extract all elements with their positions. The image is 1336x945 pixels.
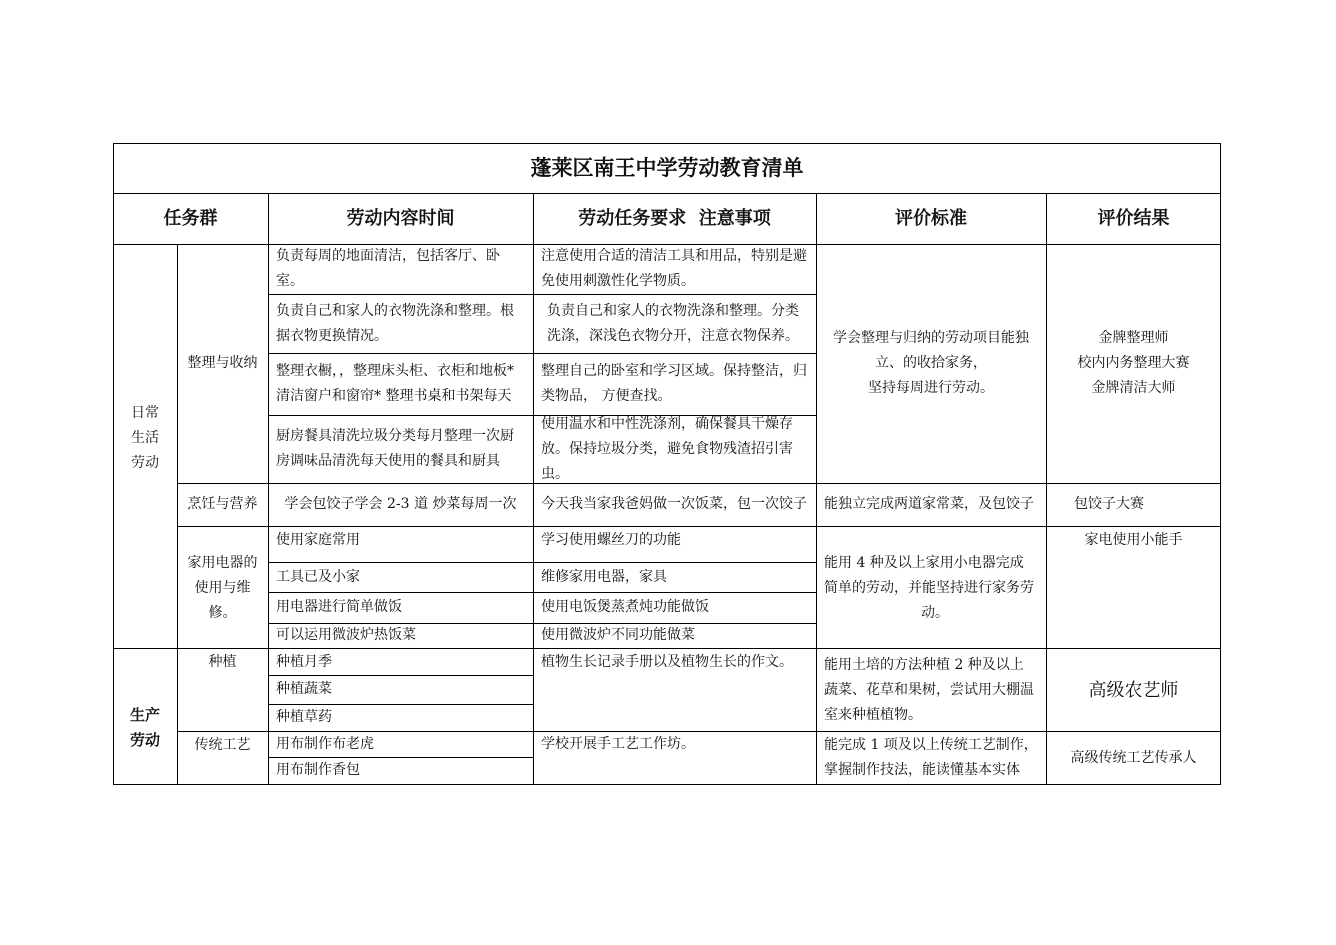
result-line: 金牌整理师 [1098,329,1169,346]
subgroup-planting: 种植 [208,653,237,670]
subgroup-line: 使用与维 [194,579,251,596]
content-cell: 种植草药 [276,709,332,725]
standard-line: 掌握制作技法，能读懂基本实体 [824,762,1020,778]
requirement-cell: 维修家用电器，家具 [541,568,667,585]
requirement-cell: 使用温水和中性洗涤剂，确保餐具干燥存放。保持垃圾分类，避免食物残渣招引害虫。 [541,415,793,482]
standard-line: 能完成 1 项及以上传统工艺制作， [824,737,1038,753]
content-cell: 整理衣橱，，整理床头柜、衣柜和地板*清洁窗户和窗帘* 整理书桌和书架每天 [276,363,514,404]
content-cell: 种植月季 [276,653,332,670]
content-cell: 负责每周的地面清洁，包括客厅、卧室。 [276,248,500,289]
header-result: 评价结果 [1097,208,1170,229]
content-cell: 用布制作布老虎 [276,736,374,752]
group-line: 劳动 [129,731,160,749]
group-production [113,703,177,753]
requirement-cell: 注意使用合适的清洁工具和用品，特别是避免使用刺激性化学物质。 [541,248,807,289]
result-organize [1046,323,1221,403]
standard-line: 蔬菜、花草和果树，尝试用大棚温 [824,681,1034,698]
standard-line: 动。 [921,604,949,621]
subgroup-organize: 整理与收纳 [187,355,258,371]
subgroup-line: 修。 [208,604,237,621]
standard-craft [816,732,1046,784]
requirement-cell: 植物生长记录手册以及植物生长的作文。 [541,653,793,670]
group-line: 劳动 [131,454,159,471]
header-requirements: 劳动任务要求 注意事项 [578,208,771,229]
standard-line: 立、的收拾家务， [875,354,987,371]
content-cell: 用布制作香包 [276,762,360,778]
subgroup-cooking: 烹饪与营养 [187,496,258,512]
standard-organize [816,323,1046,403]
requirement-cell: 学校开展手工艺工作坊。 [541,736,695,752]
result-line: 金牌清洁大师 [1091,379,1176,396]
group-daily-life [113,398,177,478]
result-cooking: 包饺子大赛 [1074,496,1144,512]
labor-education-table [113,143,1221,785]
requirement-cell: 学习使用螺丝刀的功能 [541,531,681,548]
subgroup-craft: 传统工艺 [194,736,251,753]
group-line: 生产 [129,706,160,724]
standard-line: 室来种植植物。 [824,706,922,723]
requirement-cell: 使用微波炉不同功能做菜 [541,627,695,643]
subgroup-appliance [177,548,268,628]
group-line: 日常 [131,404,159,421]
result-planting: 高级农艺师 [1088,679,1179,701]
table-border-bottom [113,784,1221,785]
requirement-cell: 整理自己的卧室和学习区域。保持整洁，归类物品， 方便查找。 [541,363,807,404]
header-standard: 评价标准 [895,208,967,229]
content-cell: 可以运用微波炉热饭菜 [276,627,416,643]
content-cell: 学会包饺子学会 2-3 道 炒菜每周一次 [284,496,517,512]
standard-cooking: 能独立完成两道家常菜，及包饺子 [824,496,1034,512]
standard-line: 学会整理与归纳的劳动项目能独 [833,329,1029,346]
content-cell: 工具已及小家 [276,568,360,585]
standard-line: 能用 4 种及以上家用小电器完成 [824,554,1024,571]
requirement-cell: 负责自己和家人的衣物洗涤和整理。分类洗涤，深浅色衣物分开，注意衣物保养。 [547,302,799,344]
requirement-cell: 今天我当家我爸妈做一次饭菜，包一次饺子 [541,496,807,512]
result-appliance: 家电使用小能手 [1084,531,1183,548]
requirement-cell: 使用电饭煲蒸煮炖功能做饭 [541,599,709,615]
content-cell: 负责自己和家人的衣物洗涤和整理。根据衣物更换情况。 [276,302,514,344]
standard-line: 坚持每周进行劳动。 [868,379,994,396]
table-title: 蓬莱区南王中学劳动教育清单 [530,155,804,180]
header-task-group: 任务群 [163,208,218,229]
result-line: 校内内务整理大赛 [1077,354,1190,371]
header-content-time: 劳动内容时间 [346,208,455,229]
standard-appliance [816,548,1046,628]
content-cell: 用电器进行简单做饭 [276,599,402,615]
subgroup-line: 家用电器的 [187,554,258,571]
content-cell: 使用家庭常用 [276,531,360,548]
standard-line: 简单的劳动，并能坚持进行家务劳 [824,579,1034,596]
group-line: 生活 [131,429,159,446]
result-craft: 高级传统工艺传承人 [1070,749,1197,766]
content-cell: 种植蔬菜 [276,681,332,697]
content-cell: 厨房餐具清洗垃圾分类每月整理一次厨房调味品清洗每天使用的餐具和厨具 [276,428,514,469]
standard-planting [816,649,1046,731]
standard-line: 能用土培的方法种植 2 种及以上 [824,656,1024,673]
